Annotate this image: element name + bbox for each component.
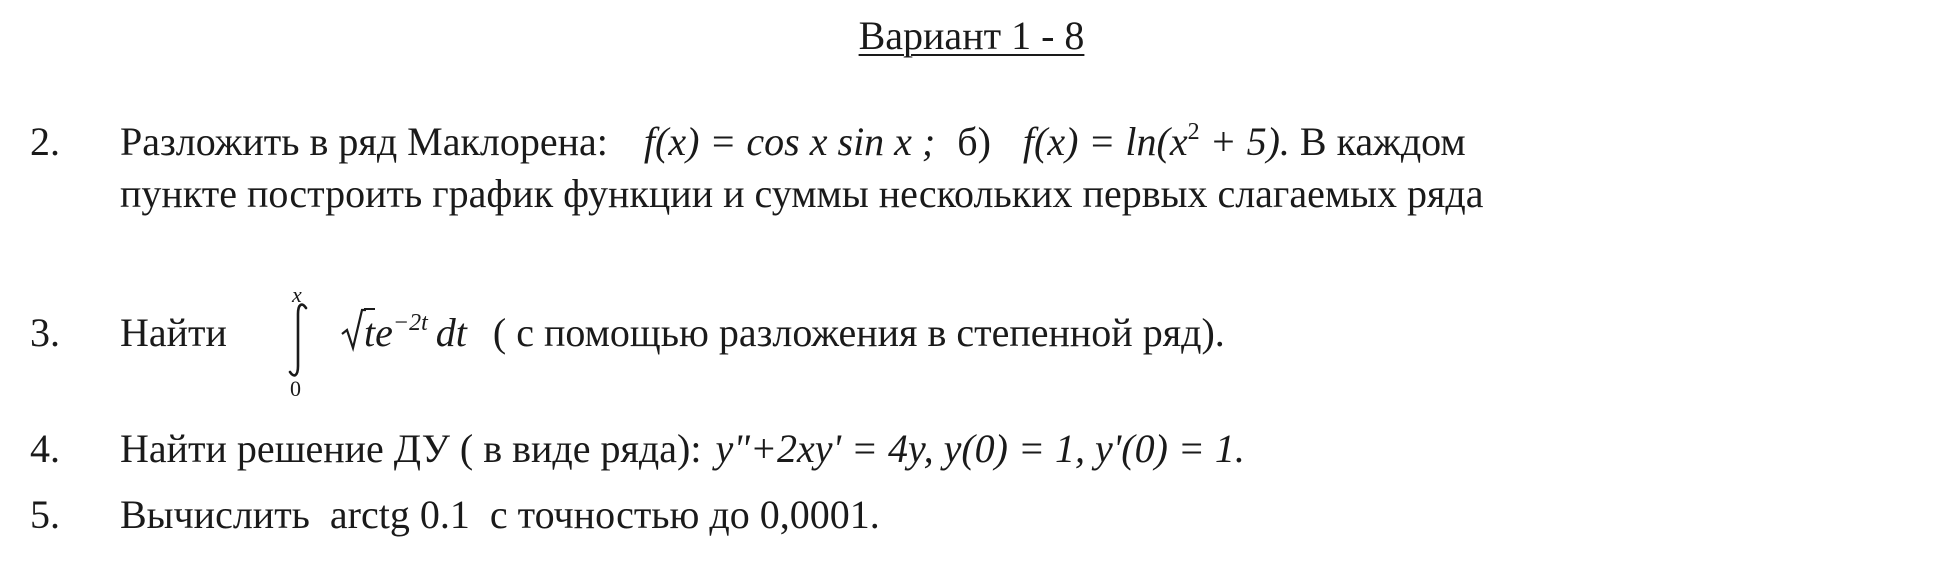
task-5-text: Вычислить <box>120 492 310 537</box>
task-number: 4. <box>30 426 60 471</box>
integrand-exponent: −2t <box>392 310 428 336</box>
task-number: 2. <box>30 119 60 164</box>
variant-title <box>0 12 1943 60</box>
task-3-line <box>120 308 227 358</box>
task-3-prefix: Найти <box>120 310 227 355</box>
task-number: 3. <box>30 310 60 355</box>
task-item-5 <box>30 490 1930 545</box>
task-5-line <box>120 490 880 540</box>
integral-lower-limit: 0 <box>290 376 301 401</box>
task-5-text-2: с точностью до 0,0001. <box>489 492 880 537</box>
integral-expression <box>280 282 320 406</box>
integrand-base: e <box>375 310 393 355</box>
integrand-root: t <box>364 310 376 355</box>
task-5-expression: arctg 0.1 <box>329 492 470 537</box>
integral-differential: dt <box>435 310 467 355</box>
task-2-function-a: f(x) = cos x sin x ; <box>643 119 936 164</box>
integrand <box>340 308 1225 358</box>
task-4-text: Найти решение ДУ ( в виде ряда): <box>120 426 702 471</box>
task-item-3 <box>30 282 1930 401</box>
integral-sign-icon <box>284 302 312 378</box>
task-item-4 <box>30 424 1930 479</box>
sqrt-icon <box>340 308 366 352</box>
task-2-function-b: $f(x) = \ln(x^2 + 5)$. <box>1022 119 1290 164</box>
task-2-line-1 <box>120 117 1466 167</box>
task-2-text-b: В каждом <box>1299 119 1466 164</box>
task-2-line-2: пункте построить график функции и суммы нескольких первых слагаемых ряда <box>120 171 1484 216</box>
task-3-suffix: ( с помощью разложения в степенной ряд). <box>492 310 1225 355</box>
task-2-label-b: б) <box>957 119 991 164</box>
task-item-2 <box>30 117 1930 227</box>
task-4-line <box>120 424 1245 474</box>
task-2-text-a: Разложить в ряд Маклорена: <box>120 119 608 164</box>
variant-title-text: Вариант 1 - 8 <box>858 13 1085 58</box>
integral-upper-limit: x <box>292 282 302 307</box>
task-number: 5. <box>30 492 60 537</box>
task-4-equation: y"+2xy' = 4y, y(0) = 1, y'(0) = 1. <box>715 426 1245 471</box>
